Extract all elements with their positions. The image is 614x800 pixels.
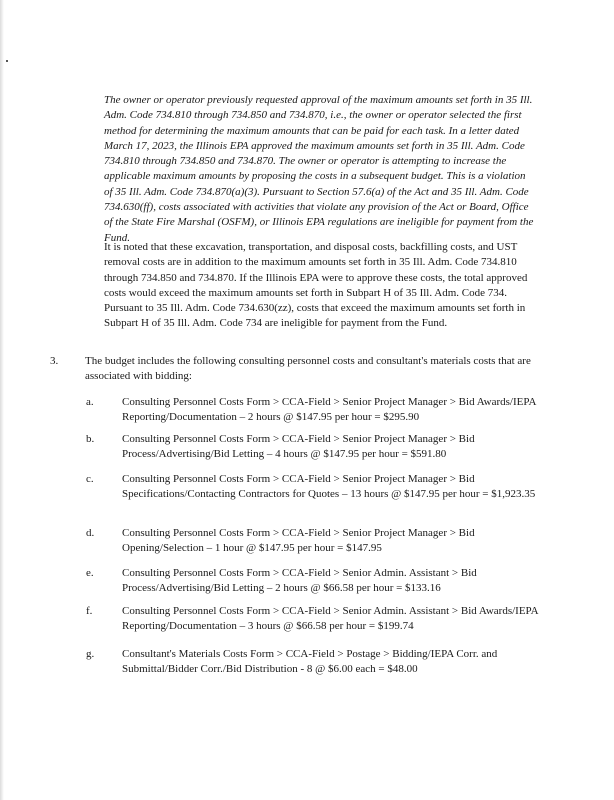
item-number: 3. <box>50 355 59 367</box>
subitem-letter: g. <box>86 648 95 660</box>
subitem-text: Consulting Personnel Costs Form > CCA-Field > Senior Admin. Assistant > Bid Awards/IEPA Reporting/Documentation – 3 hours @ $66.58 per hour = $199.74 <box>122 605 538 632</box>
subitem-text: Consulting Personnel Costs Form > CCA-Field > Senior Project Manager > Bid Opening/Selection – 1 hour @ $147.95 per hour = $147.95 <box>122 527 475 554</box>
subitem-text: Consulting Personnel Costs Form > CCA-Field > Senior Project Manager > Bid Specifications/Contacting Contractors for Quotes – 13 hours @ $147.95 per hour = $1,923.35 <box>122 473 536 500</box>
subitem-letter: e. <box>86 567 94 579</box>
subitem-letter: d. <box>86 527 95 539</box>
paragraph-prior-approval: The owner or operator previously requested approval of the maximum amounts set forth in 35 Ill. Adm. Code 734.810 through 734.850 and 734.870, i.e., the owner or operator selected the first method for determining the maximum amounts that can be paid for each task. In a letter dated March 17, 2023, the Illinois EPA approved the maximum amounts set forth in 35 Ill. Adm. Code 734.810 through 734.850 and 734.870. The owner or operator is attempting to increase the applicable maximum amounts by proposing the costs in a subsequent budget. This is a violation of 35 Ill. Adm. Code 734.870(a)(3). Pursuant to Section 57.6(a) of the Act and 35 Ill. Adm. Code 734.630(ff), costs associated with activities that violate any provision of the Act or Board, Office of the State Fire Marshal (OSFM), or Illinois EPA regulations are ineligible for payment from the Fund. <box>104 94 534 244</box>
subitem-text: Consulting Personnel Costs Form > CCA-Field > Senior Admin. Assistant > Bid Process/Advertising/Bid Letting – 2 hours @ $66.58 per hour = $133.16 <box>122 567 477 594</box>
subitem-letter: f. <box>86 605 93 617</box>
subitem-text: Consulting Personnel Costs Form > CCA-Field > Senior Project Manager > Bid Process/Advertising/Bid Letting – 4 hours @ $147.95 per hour = $591.80 <box>122 433 475 460</box>
scan-edge <box>0 0 4 800</box>
subitem-letter: b. <box>86 433 95 445</box>
subitem-letter: a. <box>86 396 94 408</box>
subitem-letter: c. <box>86 473 94 485</box>
item-text: The budget includes the following consulting personnel costs and consultant's materials costs that are associated with bidding: <box>85 355 531 382</box>
subitem-text: Consultant's Materials Costs Form > CCA-Field > Postage > Bidding/IEPA Corr. and Submittal/Bidder Corr./Bid Distribution - 8 @ $6.00 each = $48.00 <box>122 648 498 675</box>
scan-speck <box>6 60 8 62</box>
paragraph-maximum-amounts-note: It is noted that these excavation, transportation, and disposal costs, backfilling costs, and UST removal costs are in addition to the maximum amounts set forth in 35 Ill. Adm. Code 734.810 through 734.850 and 734.870. If the Illinois EPA were to approve these costs, the total approved costs would exceed the maximum amounts set forth in Subpart H of 35 Ill. Adm. Code 734. Pursuant to 35 Ill. Adm. Code 734.630(zz), costs that exceed the maximum amounts set forth in Subpart H of 35 Ill. Adm. Code 734 are ineligible for payment from the Fund. <box>104 241 528 330</box>
subitem-text: Consulting Personnel Costs Form > CCA-Field > Senior Project Manager > Bid Awards/IEPA Reporting/Documentation – 2 hours @ $147.95 per hour = $295.90 <box>122 396 536 423</box>
